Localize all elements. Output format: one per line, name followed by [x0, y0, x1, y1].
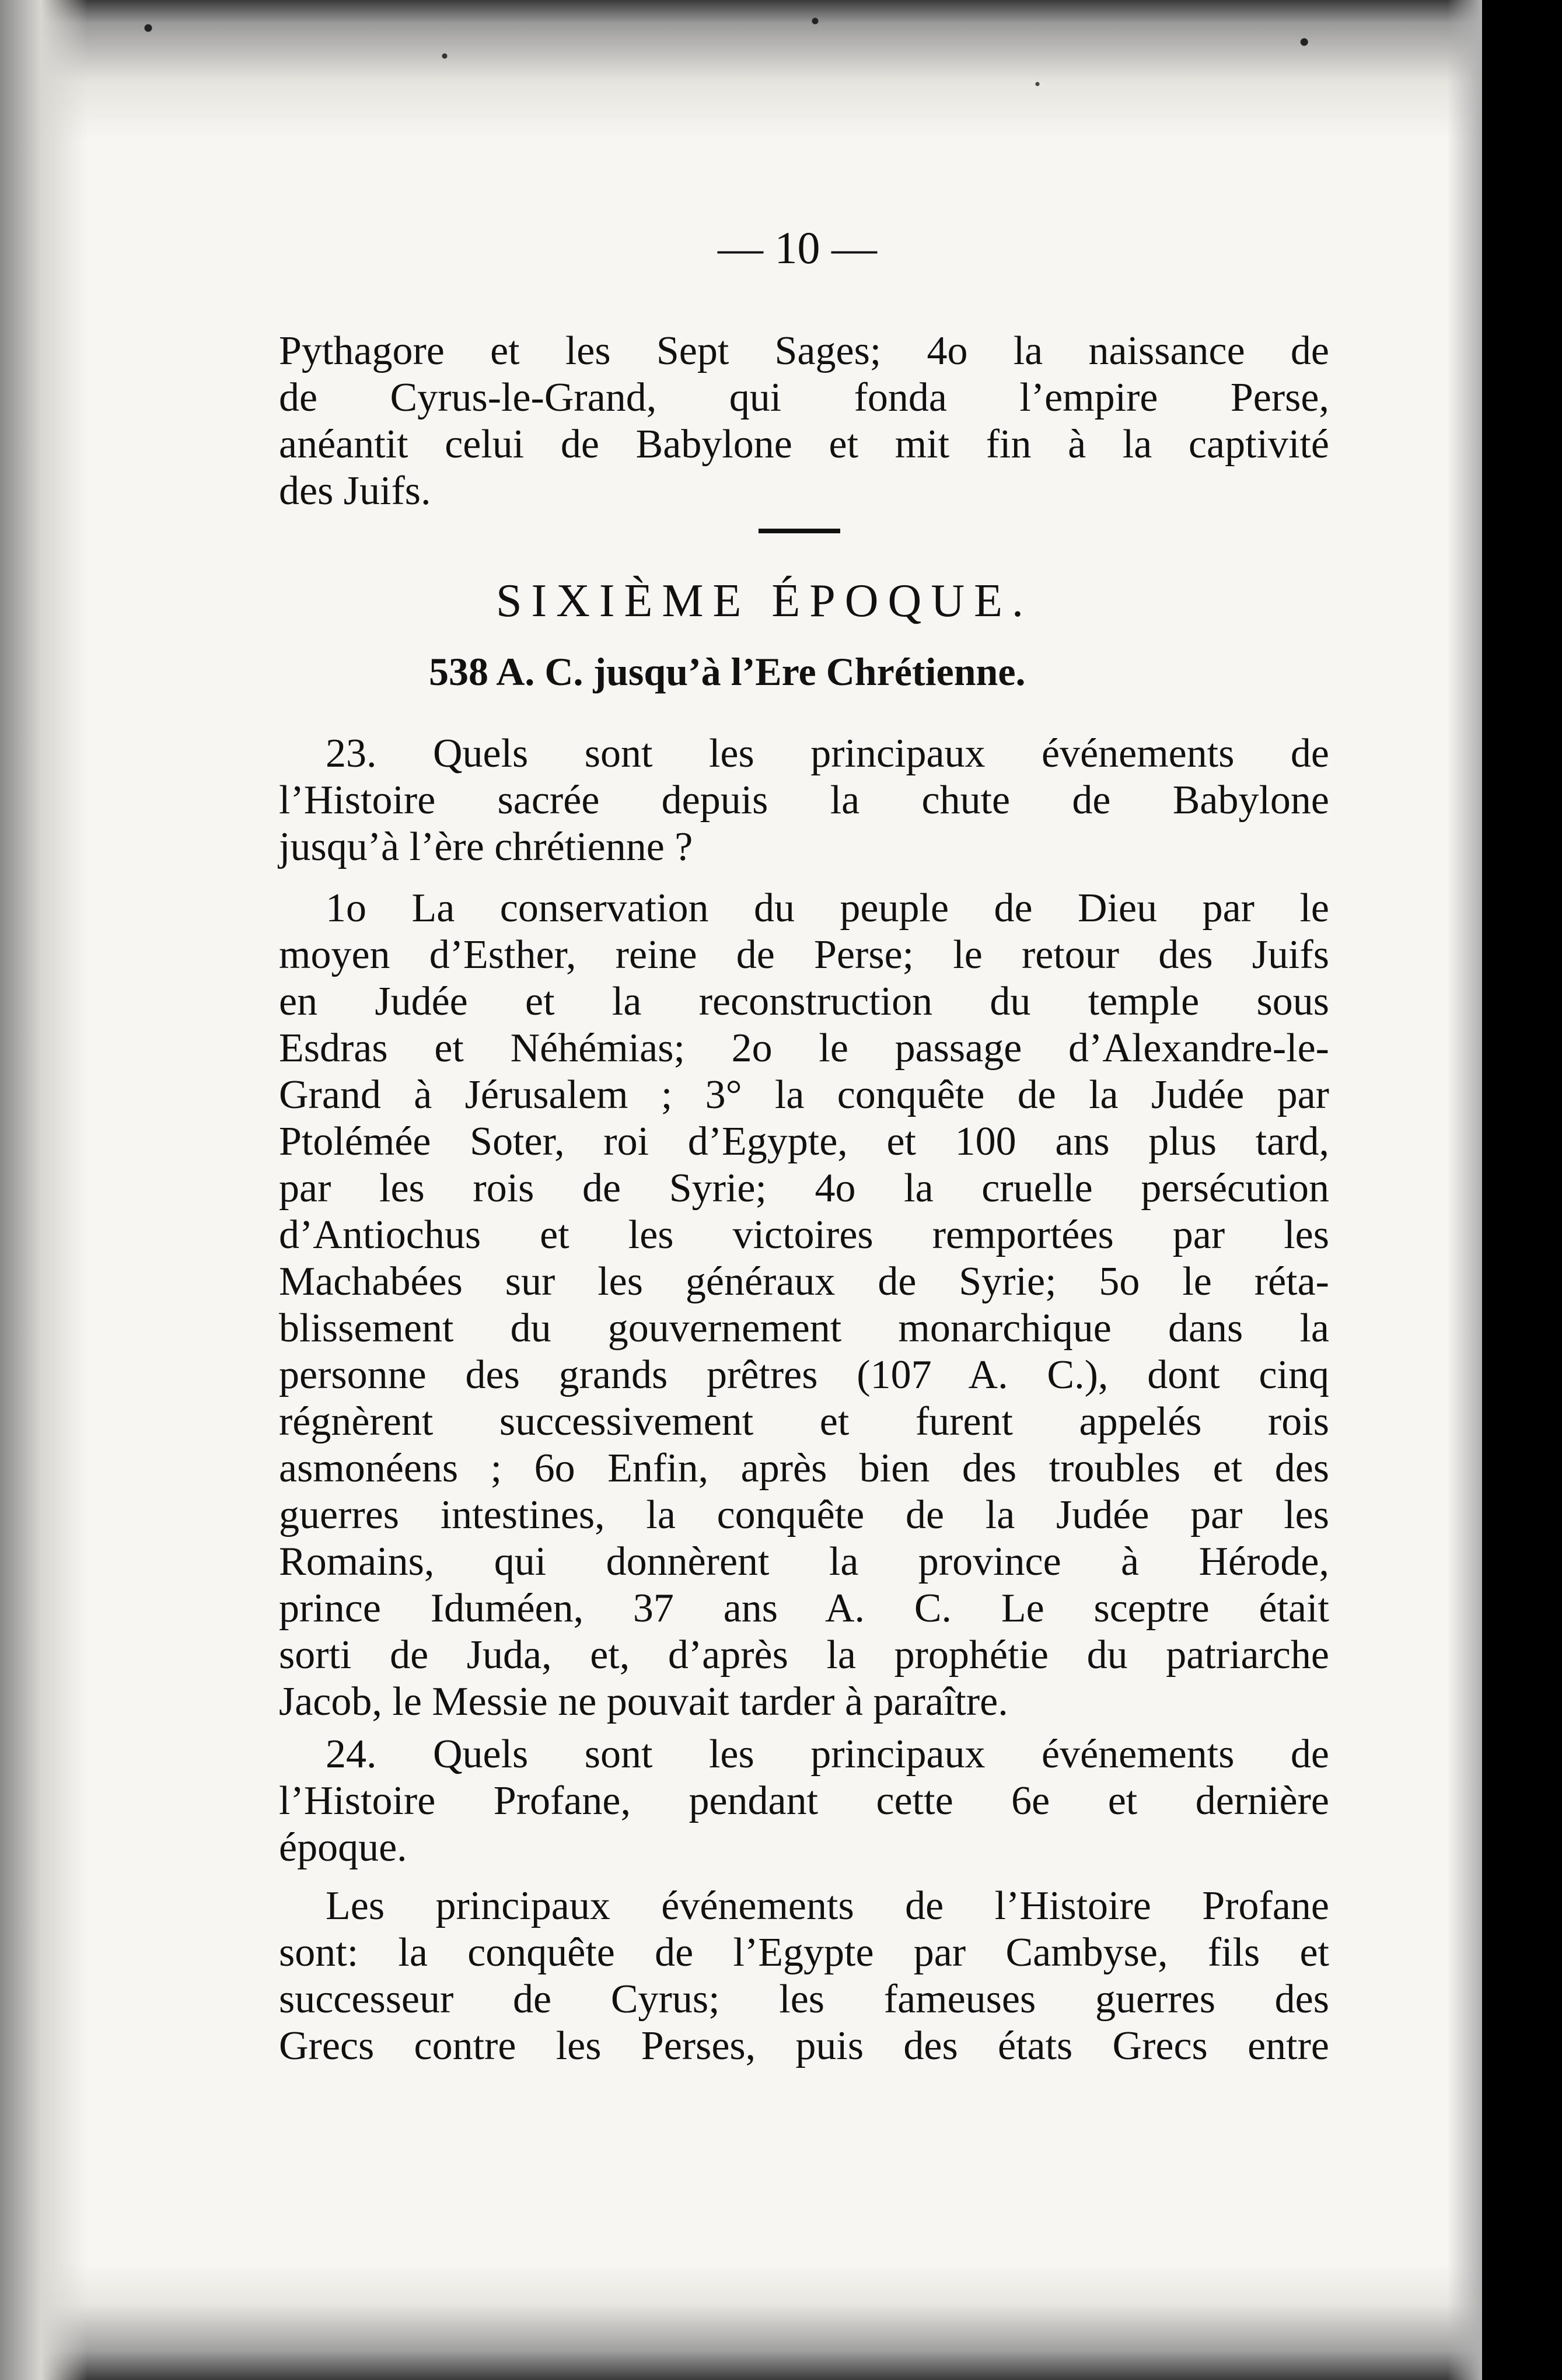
scan-noise-bottom — [0, 2263, 1482, 2380]
text-line: asmonéens ; 6o Enfin, après bien des troubles et des — [279, 1446, 1329, 1491]
text-line: Grecs contre les Perses, puis des états Grecs entre — [279, 2023, 1329, 2068]
text-line: Ptolémée Soter, roi d’Egypte, et 100 ans plus tard, — [279, 1119, 1329, 1164]
scan-noise-top — [0, 0, 1482, 140]
text-line: Jacob, le Messie ne pouvait tarder à paraître. — [279, 1679, 1008, 1724]
text-line: prince Iduméen, 37 ans A. C. Le sceptre était — [279, 1586, 1329, 1631]
text-line: Pythagore et les Sept Sages; 4o la naissance de — [279, 328, 1329, 373]
text-line: sorti de Juda, et, d’après la prophétie du patriarche — [279, 1633, 1329, 1677]
text-line: époque. — [279, 1825, 407, 1870]
text-line: régnèrent successivement et furent appelés rois — [279, 1399, 1329, 1444]
text-line: sont: la conquête de l’Egypte par Cambyse, fils et — [279, 1930, 1329, 1975]
text-line: 1o La conservation du peuple de Dieu par le — [326, 886, 1329, 931]
text-line: l’Histoire Profane, pendant cette 6e et dernière — [279, 1778, 1329, 1823]
text-line: de Cyrus-le-Grand, qui fonda l’empire Perse, — [279, 375, 1329, 420]
text-line: par les rois de Syrie; 4o la cruelle persécution — [279, 1166, 1329, 1211]
page-number: — 10 — — [718, 222, 877, 273]
section-title: SIXIÈME ÉPOQUE. — [496, 575, 1033, 627]
text-line: Les principaux événements de l’Histoire Profane — [326, 1883, 1329, 1928]
section-dates: 538 A. C. jusqu’à l’Ere Chrétienne. — [429, 649, 1026, 694]
scan-border-right — [1482, 0, 1562, 2380]
text-line: guerres intestines, la conquête de la Judée par les — [279, 1493, 1329, 1537]
text-line: Esdras et Néhémias; 2o le passage d’Alexandre-le- — [279, 1026, 1329, 1071]
text-line: personne des grands prêtres (107 A. C.), dont cinq — [279, 1352, 1329, 1397]
text-line: Grand à Jérusalem ; 3° la conquête de la Judée par — [279, 1072, 1329, 1117]
text-line: jusqu’à l’ère chrétienne ? — [279, 824, 693, 869]
text-line: successeur de Cyrus; les fameuses guerres des — [279, 1977, 1329, 2022]
section-divider — [759, 529, 840, 533]
text-line: Romains, qui donnèrent la province à Hérode, — [279, 1539, 1329, 1584]
text-line: en Judée et la reconstruction du temple sous — [279, 979, 1329, 1024]
text-line: blissement du gouvernement monarchique dans la — [279, 1306, 1329, 1351]
text-line: Machabées sur les généraux de Syrie; 5o le réta- — [279, 1259, 1329, 1304]
text-line: 24. Quels sont les principaux événements de — [326, 1732, 1329, 1777]
scan-noise-left — [0, 0, 88, 2380]
text-line: moyen d’Esther, reine de Perse; le retour des Juifs — [279, 932, 1329, 977]
text-line: l’Histoire sacrée depuis la chute de Babylone — [279, 778, 1329, 823]
scan-noise-right — [1447, 0, 1482, 2380]
text-line: anéantit celui de Babylone et mit fin à la captivité — [279, 422, 1329, 467]
text-line: d’Antiochus et les victoires remportées par les — [279, 1212, 1329, 1257]
text-line: des Juifs. — [279, 469, 431, 513]
text-line: 23. Quels sont les principaux événements de — [326, 731, 1329, 776]
